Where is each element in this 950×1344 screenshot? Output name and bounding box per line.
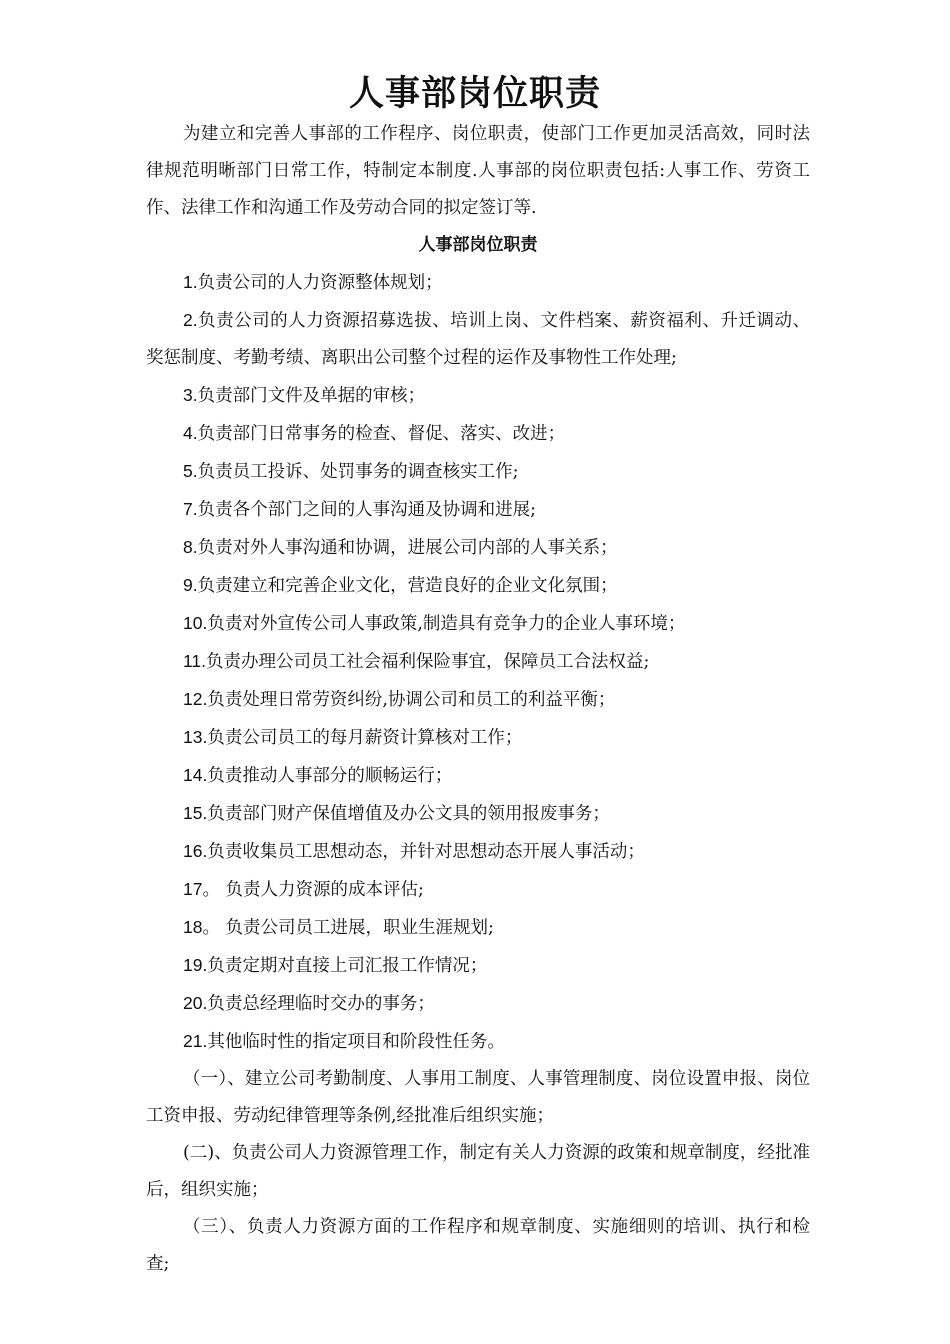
duty-item	[146, 681, 810, 719]
duty-item	[146, 947, 810, 985]
clause-paragraph: （三）、负责人力资源方面的工作程序和规章制度、实施细则的培训、执行和检查;	[146, 1217, 810, 1274]
section-title: 人事部岗位职责	[418, 235, 538, 255]
duty-item-text: 负责部门文件及单据的审核；	[197, 386, 426, 406]
duty-item	[146, 415, 810, 453]
duty-item-text: 其他临时性的指定项目和阶段性任务。	[207, 1032, 505, 1052]
duty-item-number: 14.	[183, 765, 208, 785]
duty-item	[146, 491, 810, 529]
duty-item	[146, 529, 810, 567]
duty-item-text: 负责办理公司员工社会福利保险事宜，保障员工合法权益;	[206, 652, 650, 672]
duty-item-text: 负责总经理临时交办的事务；	[207, 994, 435, 1014]
duty-item-text: 负责员工投诉、处罚事务的调查核实工作;	[197, 462, 519, 482]
duty-item	[146, 795, 810, 833]
duty-item	[146, 757, 810, 795]
duty-item-number: 4.	[183, 423, 198, 443]
intro-paragraph: 为建立和完善人事部的工作程序、岗位职责，使部门工作更加灵活高效，同时法律规范明晰部门日常工作，特制定本制度.人事部的岗位职责包括:人事工作、劳资工作、法律工作和沟通工作及劳动合同的拟定签订等.	[146, 124, 810, 218]
duty-item-number: 11.	[183, 651, 207, 671]
duty-item-number: 17。	[183, 879, 220, 899]
duty-item-text: 负责公司的人力资源整体规划；	[197, 273, 443, 293]
duty-item	[146, 719, 810, 757]
duty-item	[146, 264, 810, 302]
duty-list	[146, 264, 810, 1061]
duty-item-text: 负责各个部门之间的人事沟通及协调和进展;	[197, 500, 537, 520]
duty-item-number: 12.	[183, 689, 208, 709]
duty-item-text: 负责对外宣传公司人事政策,制造具有竞争力的企业人事环境；	[207, 614, 686, 634]
duty-item	[146, 909, 810, 947]
clause-list	[146, 1061, 810, 1283]
duty-item-text: 负责人力资源的成本评估;	[219, 880, 424, 900]
duty-item-text: 负责对外人事沟通和协调，进展公司内部的人事关系；	[197, 538, 618, 558]
duty-item	[146, 605, 810, 643]
duty-item-number: 7.	[183, 499, 198, 519]
duty-item-text: 负责公司员工进展，职业生涯规划;	[219, 918, 494, 938]
duty-item-text: 负责部门财产保值增值及办公文具的领用报废事务；	[207, 804, 610, 824]
duty-item-number: 10.	[183, 613, 208, 633]
duty-item	[146, 643, 810, 681]
duty-item	[146, 985, 810, 1023]
duty-item	[146, 567, 810, 605]
duty-item	[146, 871, 810, 909]
duty-item	[146, 833, 810, 871]
duty-item-text: 负责处理日常劳资纠纷,协调公司和员工的利益平衡；	[207, 690, 616, 710]
duty-item-number: 18。	[183, 917, 220, 937]
clause-paragraph: (二)、负责公司人力资源管理工作，制定有关人力资源的政策和规章制度，经批准后，组织实施；	[146, 1143, 810, 1200]
duty-item-number: 3.	[183, 385, 198, 405]
document-title: 人事部岗位职责	[348, 74, 601, 114]
duty-item-text: 负责建立和完善企业文化，营造良好的企业文化氛围；	[197, 576, 618, 596]
duty-item-number: 20.	[183, 993, 208, 1013]
duty-item-number: 1.	[183, 272, 198, 292]
duty-item	[146, 377, 810, 415]
duty-item-number: 5.	[183, 461, 198, 481]
duty-item-number: 13.	[183, 727, 208, 747]
duty-item-number: 16.	[183, 841, 208, 861]
duty-item-number: 9.	[183, 575, 198, 595]
duty-item-text: 负责公司员工的每月薪资计算核对工作；	[207, 728, 523, 748]
duty-item-number: 2.	[183, 310, 198, 330]
duty-item	[146, 1023, 810, 1061]
duty-item-text: 负责推动人事部分的顺畅运行；	[207, 766, 453, 786]
duty-item	[146, 302, 810, 377]
duty-item-text: 负责定期对直接上司汇报工作情况；	[207, 956, 488, 976]
duty-item-number: 8.	[183, 537, 198, 557]
clause-paragraph: （一）、建立公司考勤制度、人事用工制度、人事管理制度、岗位设置申报、岗位工资申报、劳动纪律管理等条例,经批准后组织实施；	[146, 1069, 810, 1126]
duty-item-number: 15.	[183, 803, 208, 823]
duty-item-text: 负责部门日常事务的检查、督促、落实、改进；	[197, 424, 566, 444]
duty-item	[146, 453, 810, 491]
document-body	[146, 116, 810, 1283]
duty-item-text: 负责收集员工思想动态，并针对思想动态开展人事活动；	[207, 842, 645, 862]
duty-item-number: 19.	[183, 955, 208, 975]
duty-item-number: 21.	[183, 1031, 208, 1051]
duty-item-text: 负责公司的人力资源招募选拔、培训上岗、文件档案、薪资福利、升迁调动、奖惩制度、考勤考绩、离职出公司整个过程的运作及事物性工作处理;	[146, 311, 810, 368]
